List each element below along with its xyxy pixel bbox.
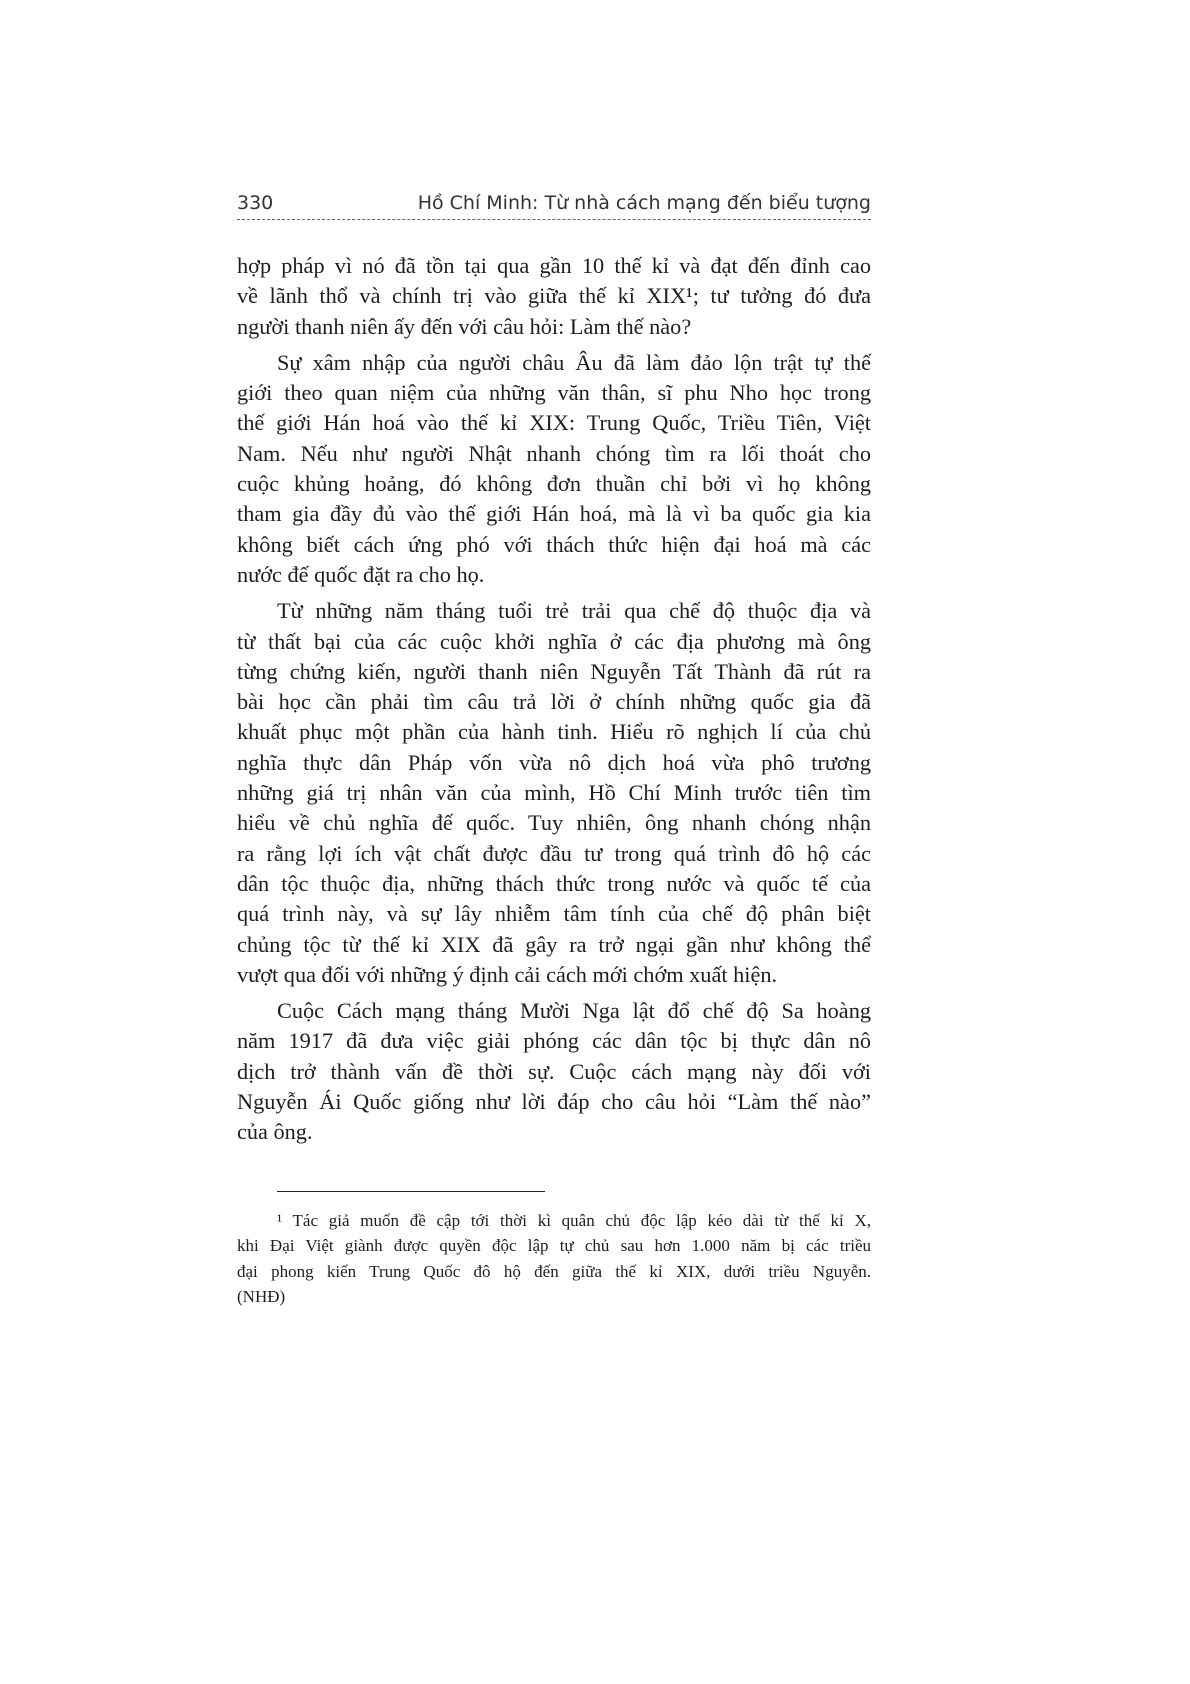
body-text: [237, 251, 871, 1154]
text-line: không biết cách ứng phó với thách thức hiện đại hoá mà các: [237, 531, 871, 557]
footnote-line: ¹ Tác giả muốn đề cập tới thời kì quân chủ độc lập kéo dài từ thế kỉ X,: [277, 1211, 871, 1230]
text-line: dịch trở thành vấn đề thời sự. Cuộc cách mạng này đối với: [237, 1058, 871, 1084]
text-line: tham gia đầy đủ vào thế giới Hán hoá, mà là vì ba quốc gia kia: [237, 501, 871, 527]
text-line: từng chứng kiến, người thanh niên Nguyễn Tất Thành đã rút ra: [237, 658, 871, 684]
running-title: Hồ Chí Minh: Từ nhà cách mạng đến biểu tượng: [417, 192, 871, 214]
text-line: những giá trị nhân văn của mình, Hồ Chí Minh trước tiên tìm: [237, 780, 871, 806]
text-line: nghĩa thực dân Pháp vốn vừa nô dịch hoá vừa phô trương: [237, 749, 871, 775]
footnote-line: khi Đại Việt giành được quyền độc lập tự chủ sau hơn 1.000 năm bị các triều: [237, 1236, 871, 1256]
text-line: dân tộc thuộc địa, những thách thức trong nước và quốc tế của: [237, 870, 871, 896]
footnote: [237, 1208, 871, 1309]
text-line: Nguyễn Ái Quốc giống như lời đáp cho câu hỏi “Làm thế nào”: [237, 1089, 871, 1115]
running-header: [237, 190, 871, 220]
text-line: hợp pháp vì nó đã tồn tại qua gần 10 thế kỉ và đạt đến đỉnh cao: [237, 253, 871, 278]
footnote-line: (NHĐ): [237, 1286, 286, 1306]
text-line: Cuộc Cách mạng tháng Mười Nga lật đổ chế độ Sa hoàng: [277, 998, 871, 1024]
paragraph: [237, 996, 871, 1147]
text-line: từ thất bại của các cuộc khởi nghĩa ở các địa phương mà ông: [237, 628, 871, 654]
text-line: vượt qua đối với những ý định cải cách mới chớm xuất hiện.: [237, 961, 778, 987]
paragraph: [237, 348, 871, 590]
text-line: quá trình này, và sự lây nhiễm tâm tính của chế độ phân biệt: [237, 901, 871, 927]
text-line: của ông.: [237, 1119, 313, 1145]
text-line: cuộc khủng hoảng, đó không đơn thuần chỉ bởi vì họ không: [237, 471, 871, 497]
text-line: giới theo quan niệm của những văn thân, sĩ phu Nho học trong: [237, 380, 871, 406]
footnote-divider: [277, 1191, 545, 1192]
text-line: Sự xâm nhập của người châu Âu đã làm đảo lộn trật tự thế: [277, 349, 871, 375]
text-line: hiểu về chủ nghĩa đế quốc. Tuy nhiên, ông nhanh chóng nhận: [237, 810, 871, 836]
text-line: nước đế quốc đặt ra cho họ.: [237, 561, 485, 587]
text-line: chủng tộc từ thế kỉ XIX đã gây ra trở ngại gần như không thể: [237, 931, 871, 957]
text-line: thế giới Hán hoá vào thế kỉ XIX: Trung Quốc, Triều Tiên, Việt: [237, 410, 871, 436]
text-line: ra rằng lợi ích vật chất được đầu tư trong quá trình đô hộ các: [237, 840, 871, 866]
text-line: về lãnh thổ và chính trị vào giữa thế kỉ XIX¹; tư tưởng đó đưa: [237, 283, 871, 309]
text-line: người thanh niên ấy đến với câu hỏi: Làm thế nào?: [237, 313, 692, 339]
paragraph: [237, 596, 871, 990]
text-line: Nam. Nếu như người Nhật nhanh chóng tìm ra lối thoát cho: [237, 440, 871, 466]
text-line: bài học cần phải tìm câu trả lời ở chính những quốc gia đã: [237, 689, 871, 715]
header-divider: [237, 219, 871, 220]
footnote-line: đại phong kiến Trung Quốc đô hộ đến giữa thế kỉ XIX, dưới triều Nguyễn.: [237, 1261, 871, 1281]
text-line: năm 1917 đã đưa việc giải phóng các dân tộc bị thực dân nô: [237, 1028, 871, 1054]
text-line: khuất phục một phần của hành tinh. Hiểu rõ nghịch lí của chủ: [237, 719, 871, 745]
page-number: 330: [237, 192, 274, 214]
text-line: Từ những năm tháng tuổi trẻ trải qua chế độ thuộc địa và: [277, 598, 871, 624]
paragraph: [237, 251, 871, 342]
